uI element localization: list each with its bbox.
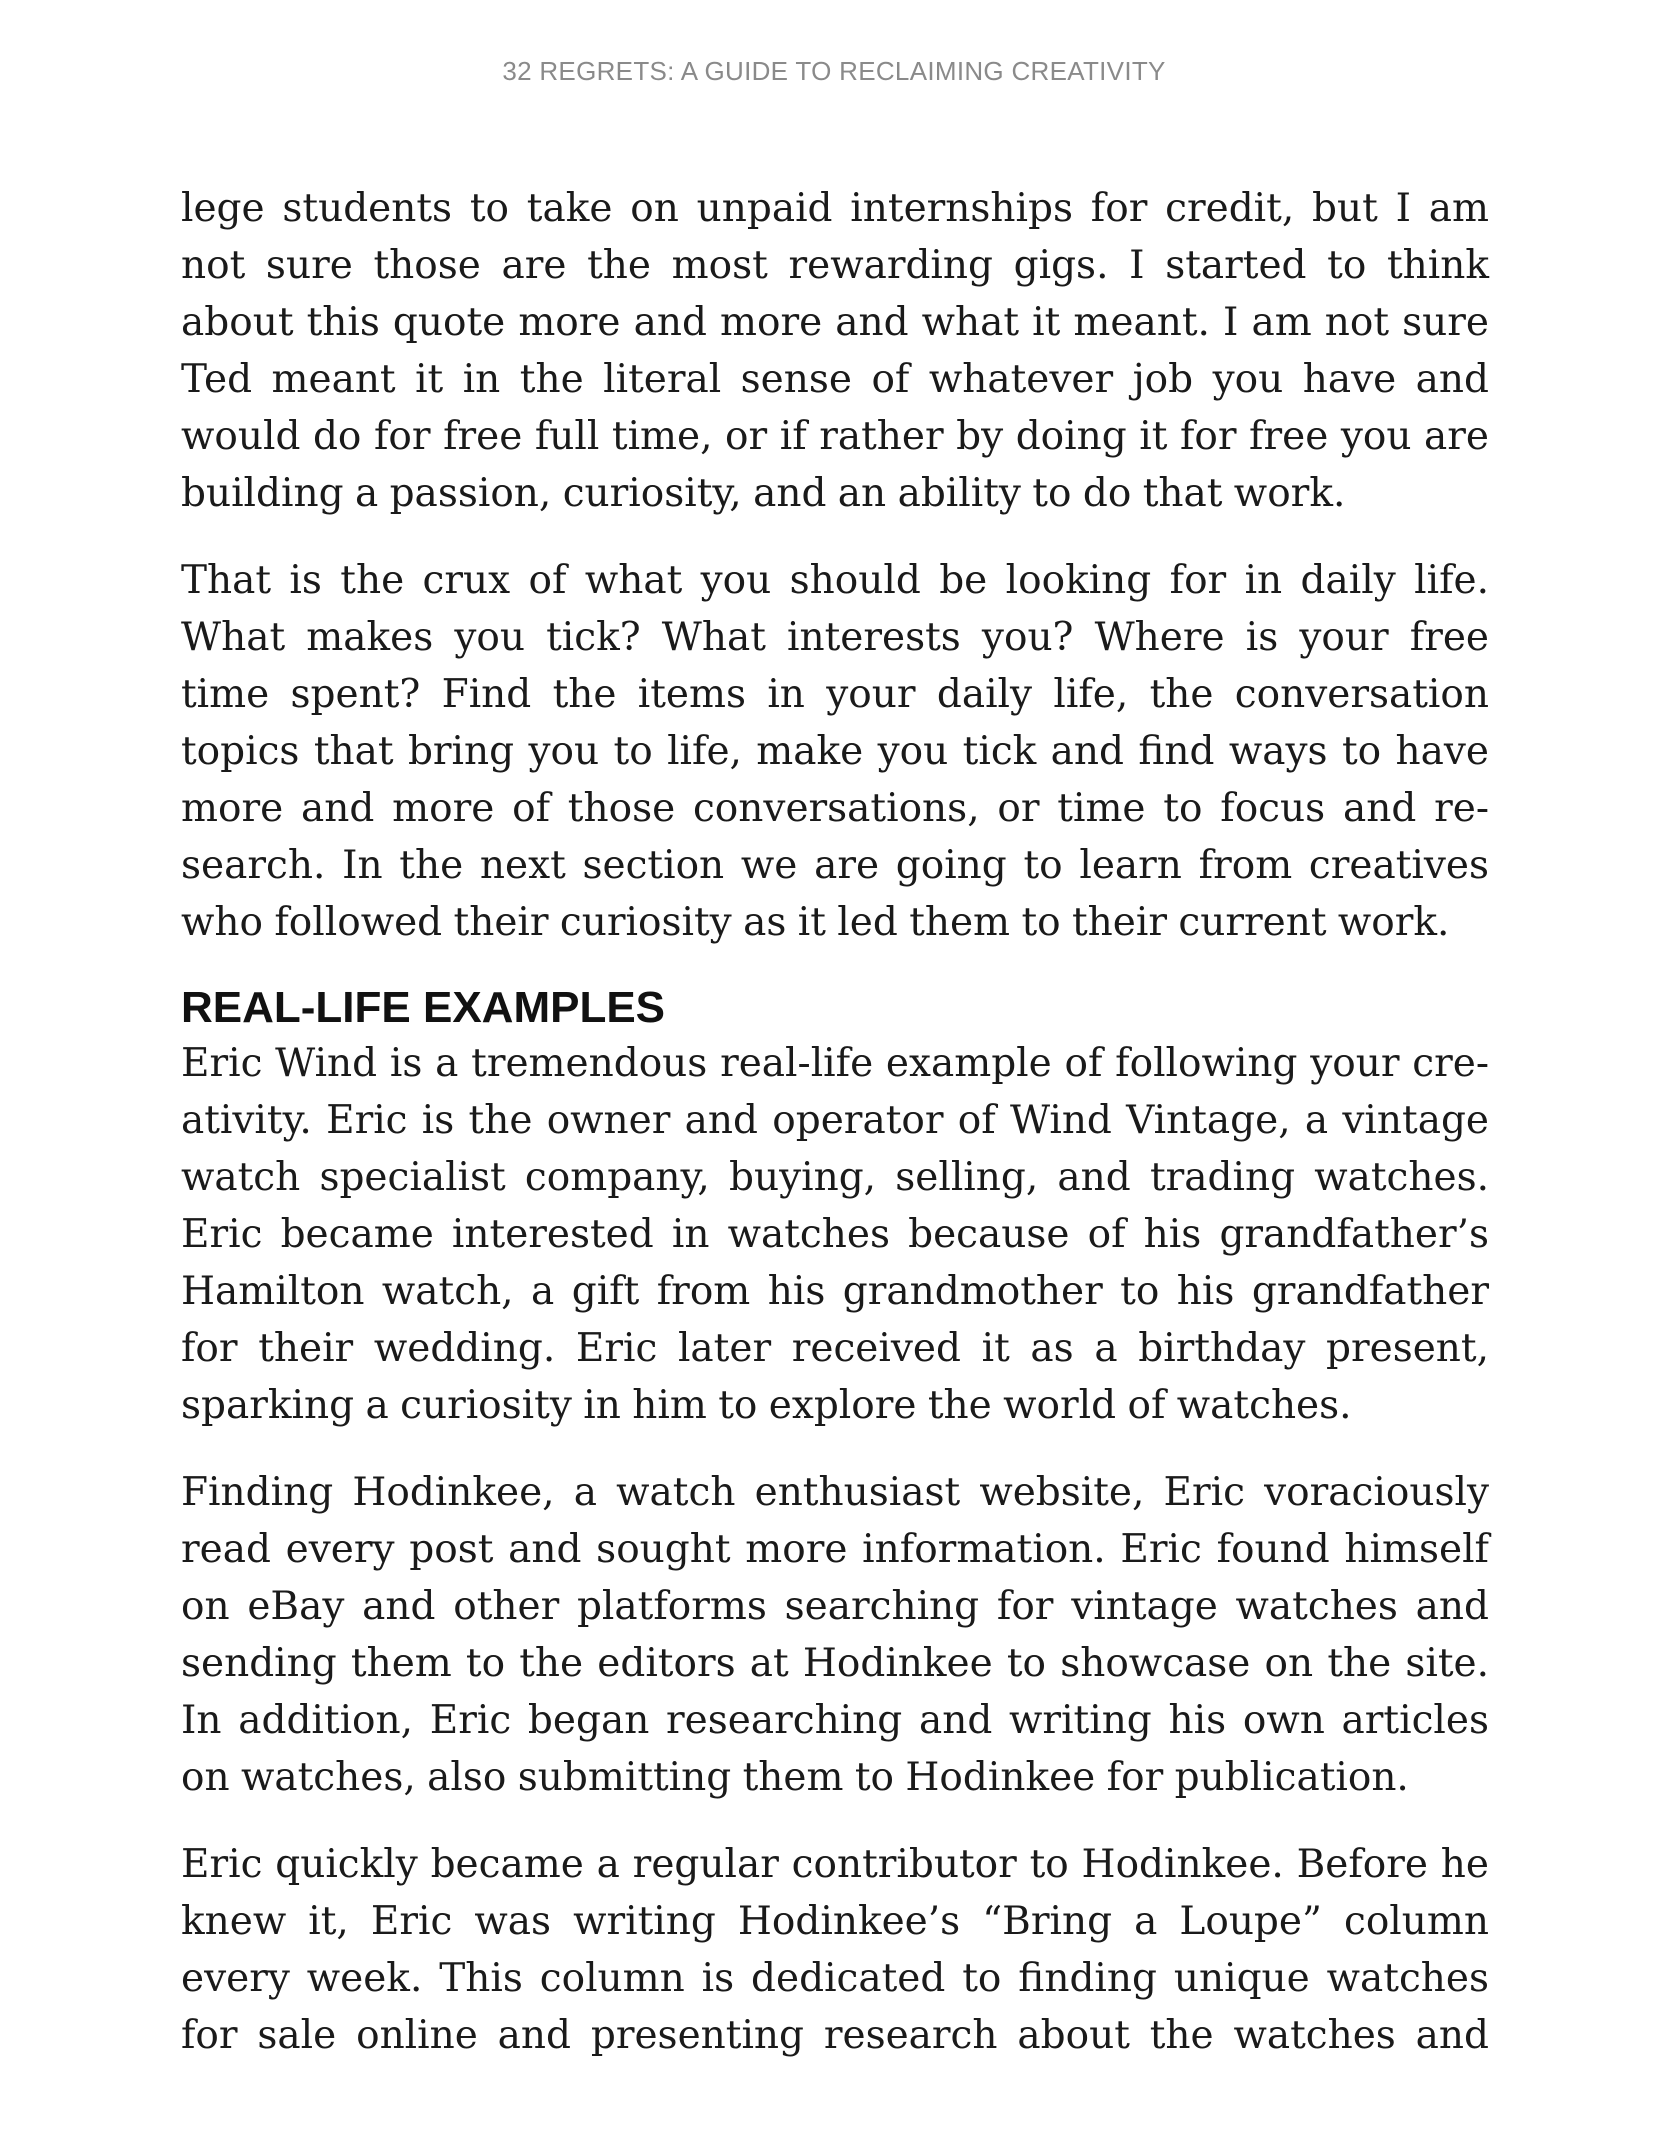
section-heading: REAL-LIFE EXAMPLES <box>181 983 666 1032</box>
paragraph-hodinkee: Finding Hodinkee, a watch enthusiast website, Eric voraciously read every post and sought more information. Eric found himself on eBay and other platforms searching for vintage watches and sending them to the editors at Hodinkee to showcase on the site. In addition, Eric began researching and writing his own articles on watches, also submitting them to Hodinkee for publication. <box>181 1470 1489 1800</box>
running-header: 32 REGRETS: A GUIDE TO RECLAIMING CREATIVITY <box>502 56 1166 86</box>
paragraph-eric-wind: Eric Wind is a tremendous real-life example of following your creativity. Eric is the owner and operator of Wind Vintage, a vintage watch specialist company, buying, selling, and trading watches. Eric became interested in watches because of his grandfather’s Hamilton watch, a gift from his grandmother to his grandfather for their wedding. Eric later received it as a birthday present, sparking a curiosity in him to explore the world of watches. <box>181 1041 1489 1428</box>
paragraph-bring-a-loupe: Eric quickly became a regular contributor to Hodinkee. Before he knew it, Eric was writing Hodinkee’s “Bring a Loupe” column every week. This column is dedicated to finding unique watches for sale online and presenting research about the watches and <box>181 1842 1489 2058</box>
paragraph-internships: lege students to take on unpaid internships for credit, but I am not sure those are the most rewarding gigs. I started to think about this quote more and more and what it meant. I am not sure Ted meant it in the literal sense of whatever job you have and would do for free full time, or if rather by doing it for free you are building a passion, curiosity, and an ability to do that work. <box>181 186 1489 516</box>
page-body <box>181 180 1489 2064</box>
paragraph-crux: That is the crux of what you should be looking for in daily life. What makes you tick? What interests you? Where is your free time spent? Find the items in your daily life, the conversation topics that bring you to life, make you tick and find ways to have more and more of those conversations, or time to focus and research. In the next section we are going to learn from creatives who followed their curiosity as it led them to their current work. <box>181 558 1489 945</box>
